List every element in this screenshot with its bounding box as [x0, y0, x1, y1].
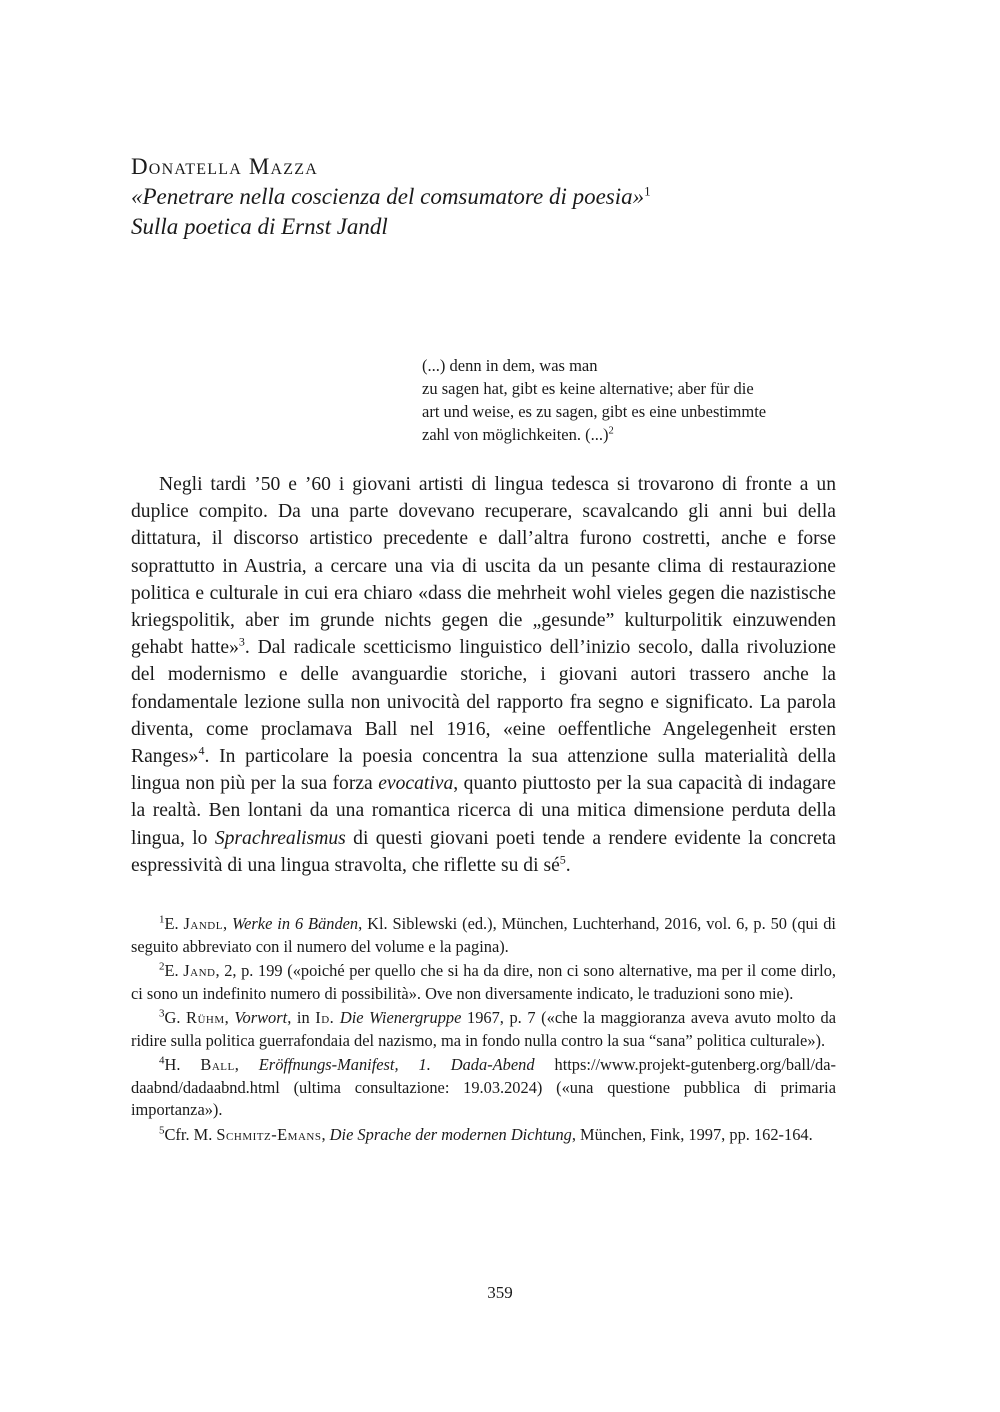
- body-text-segment: , quanto piuttosto per la sua capacità di indagare la realtà. Ben lontani da una romantica ricerca di una mitica dimensione perduta della lingua, lo: [131, 773, 836, 849]
- footnote-text: 1967, p. 7 («che la maggioranza aveva avuto molto da ridire sulla politica guerrafondaia del nazismo, ma in fondo nulla contro la sua “sana” politica culturale»).: [131, 1008, 836, 1050]
- footnote-work-title: Die Sprache der modernen Dichtung: [329, 1124, 572, 1144]
- footnote-number: 3: [159, 1007, 165, 1020]
- article-title-text: «Penetrare nella coscienza del comsumatore di poesia»: [131, 184, 645, 209]
- footnote-author: Ball: [200, 1055, 235, 1074]
- article-subtitle: Sulla poetica di Ernst Jandl: [131, 214, 388, 239]
- footnotes: [131, 913, 836, 1148]
- footnote-text: ,: [222, 914, 232, 933]
- footnote-work-title: Werke in 6 Bänden: [232, 914, 359, 933]
- footnote-ref-2[interactable]: 2: [608, 425, 614, 437]
- footnote-ref-4[interactable]: 4: [198, 743, 205, 758]
- footnote-text: https://www.projekt-gutenberg.org/ball/dadaabnd/dadaabnd.html (ultima consultazione: 19.03.2024) («una questione pubblica di primaria importanza»).: [131, 1055, 836, 1119]
- body-text-segment: .: [565, 854, 571, 876]
- epigraph: [422, 354, 842, 446]
- epigraph-line: zu sagen hat, gibt es keine alternative; aber für die: [422, 379, 754, 398]
- footnote-text: , München, Fink, 1997, pp. 162-164.: [571, 1124, 813, 1144]
- body-text-segment: di questi giovani poeti tende a rendere evidente la concreta espressività di una lingua stravolta, che riflette su di sé: [131, 827, 836, 876]
- footnote-4: [131, 1054, 836, 1122]
- footnote-3: [131, 1007, 836, 1052]
- body-paragraph: [131, 471, 836, 879]
- body-text-segment: . In particolare la poesia concentra la sua attenzione sulla materialità della lingua non più per la sua forza: [131, 746, 836, 795]
- footnote-text: E.: [164, 961, 184, 980]
- article-title: [131, 182, 851, 212]
- footnote-text: , in: [287, 1008, 316, 1027]
- footnote-text: E.: [164, 914, 184, 933]
- footnote-ref-1[interactable]: 1: [644, 183, 651, 199]
- footnote-work-title: Die Wienergruppe: [339, 1008, 462, 1027]
- emphasis-evocativa: evocativa: [378, 773, 454, 795]
- footnote-text: , 2, p. 199 («poiché per quello che si ha da dire, non ci sono alternative, ma per il come dirlo, ci sono un indefinito numero di possibilità». Ove non diversamente indicato, le traduzioni sono mie).: [131, 961, 836, 1003]
- footnote-work-title: Vorwort: [234, 1008, 288, 1027]
- footnote-author: Schmitz-Emans: [216, 1124, 322, 1144]
- footnote-text: ,: [224, 1008, 235, 1027]
- epigraph-line-text: zahl von möglichkeiten. (...): [422, 425, 609, 444]
- footnote-author: Rühm: [186, 1008, 225, 1027]
- author-name: Donatella Mazza: [131, 154, 319, 179]
- epigraph-line: [422, 423, 842, 446]
- footnote-number: 5: [159, 1124, 165, 1137]
- footnote-number: 1: [159, 913, 165, 926]
- footnote-ibidem: Id.: [315, 1008, 335, 1027]
- footnote-text: H.: [164, 1055, 201, 1074]
- footnote-work-title: Eröffnungs-Manifest, 1. Dada-Abend: [258, 1055, 535, 1074]
- body-text-segment: Negli tardi ’50 e ’60 i giovani artisti di lingua tedesca si trovarono di fronte a un duplice compito. Da una parte dovevano recuperare, scavalcando gli anni bui della dittatura, il discorso artistico precedente e dall’altra furono costretti, anche e forse soprattutto in Austria, a cercare una via di uscita da un pesante clima di restaurazione politica e culturale in cui era chiaro «dass die mehrheit wohl vieles gegen die nazistische kriegspolitik, aber im grunde nichts gegen die „gesunde” kulturpolitik einzuwenden gehabt hatte»: [131, 474, 836, 659]
- footnote-text: G.: [164, 1008, 187, 1027]
- epigraph-line: (...) denn in dem, was man: [422, 356, 598, 375]
- footnote-5: [131, 1124, 836, 1147]
- footnote-ref-3[interactable]: 3: [238, 634, 245, 649]
- footnote-text: , Kl. Siblewski (ed.), München, Luchterhand, 2016, vol. 6, p. 50 (qui di seguito abbreviato con il numero del volume e la pagina).: [131, 914, 836, 956]
- footnote-2: [131, 960, 836, 1005]
- footnote-author: Jand: [183, 961, 216, 980]
- footnote-author: Jandl: [183, 914, 223, 933]
- body-text-segment: . Dal radicale scetticismo linguistico dell’inizio secolo, dalla rivoluzione del modernismo e delle avanguardie storiche, i giovani autori trassero anche la fondamentale lezione sulla non univocità del rapporto fra segno e significato. La parola diventa, come proclamava Ball nel 1916, «eine oeffentliche Angelegenheit ersten Ranges»: [131, 637, 836, 768]
- emphasis-sprachrealismus: Sprachrealismus: [214, 827, 346, 849]
- footnote-text: Cfr. M.: [164, 1124, 217, 1144]
- article-header: [131, 152, 851, 242]
- footnote-number: 2: [159, 960, 165, 973]
- footnote-number: 4: [159, 1054, 165, 1067]
- footnote-text: ,: [234, 1055, 259, 1074]
- footnote-1: [131, 913, 836, 958]
- page-number: 359: [487, 1283, 513, 1302]
- footnote-ref-5[interactable]: 5: [559, 852, 566, 867]
- epigraph-line: art und weise, es zu sagen, gibt es eine unbestimmte: [422, 402, 767, 421]
- footnote-text: ,: [321, 1124, 330, 1144]
